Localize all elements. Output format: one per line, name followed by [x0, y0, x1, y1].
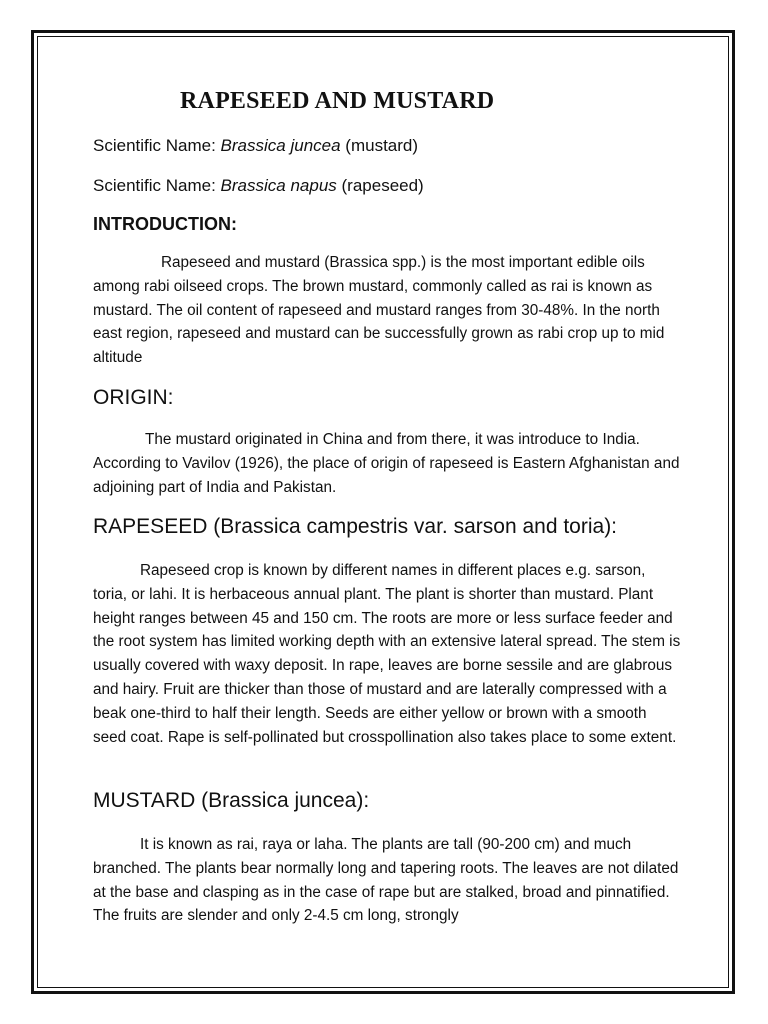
scientific-name-label: Scientific Name: [93, 176, 221, 195]
introduction-paragraph: Rapeseed and mustard (Brassica spp.) is the most important edible oils among rabi oilseed crops. The brown mustard, commonly called as rai is known as mustard. The oil content of rapeseed and mustard ranges from 30-48%. In the north east region, rapeseed and mustard can be successfully grown as rabi crop up to mid altitude [93, 254, 665, 367]
rapeseed-heading: RAPESEED (Brassica campestris var. sarson and toria): [93, 515, 618, 538]
species-name: Brassica napus [220, 176, 337, 195]
introduction-heading: INTRODUCTION: [93, 214, 237, 234]
document-title: RAPESEED AND MUSTARD [180, 88, 495, 114]
scientific-name-mustard [93, 136, 418, 156]
common-name: (rapeseed) [336, 176, 424, 195]
origin-heading: ORIGIN: [93, 386, 174, 409]
mustard-paragraph: It is known as rai, raya or laha. The plants are tall (90-200 cm) and much branched. The plants bear normally long and tapering roots. The leaves are not dilated at the base and clasping as in the case of rape but are stalked, broad and pinnatified. The fruits are slender and only 2-4.5 cm long, strongly [93, 836, 679, 925]
species-name: Brassica juncea [220, 136, 341, 155]
common-name: (mustard) [340, 136, 419, 155]
origin-paragraph: The mustard originated in China and from there, it was introduce to India. According to Vavilov (1926), the place of origin of rapeseed is Eastern Afghanistan and adjoining part of India and Pakistan. [93, 431, 680, 496]
scientific-name-rapeseed [93, 176, 424, 196]
scientific-name-label: Scientific Name: [93, 136, 221, 155]
mustard-heading: MUSTARD (Brassica juncea): [93, 789, 370, 812]
rapeseed-paragraph: Rapeseed crop is known by different names in different places e.g. sarson, toria, or lahi. It is herbaceous annual plant. The plant is shorter than mustard. Plant height ranges between 45 and 150 cm. The roots are more or less surface feeder and the root system has limited working depth with an extensive lateral spread. The stem is usually covered with waxy deposit. In rape, leaves are borne sessile and are glabrous and hairy. Fruit are thicker than those of mustard and are laterally compressed with a beak one-third to half their length. Seeds are either yellow or brown with a smooth seed coat. Rape is self-pollinated but crosspollination also takes place to some extent. [93, 562, 681, 746]
